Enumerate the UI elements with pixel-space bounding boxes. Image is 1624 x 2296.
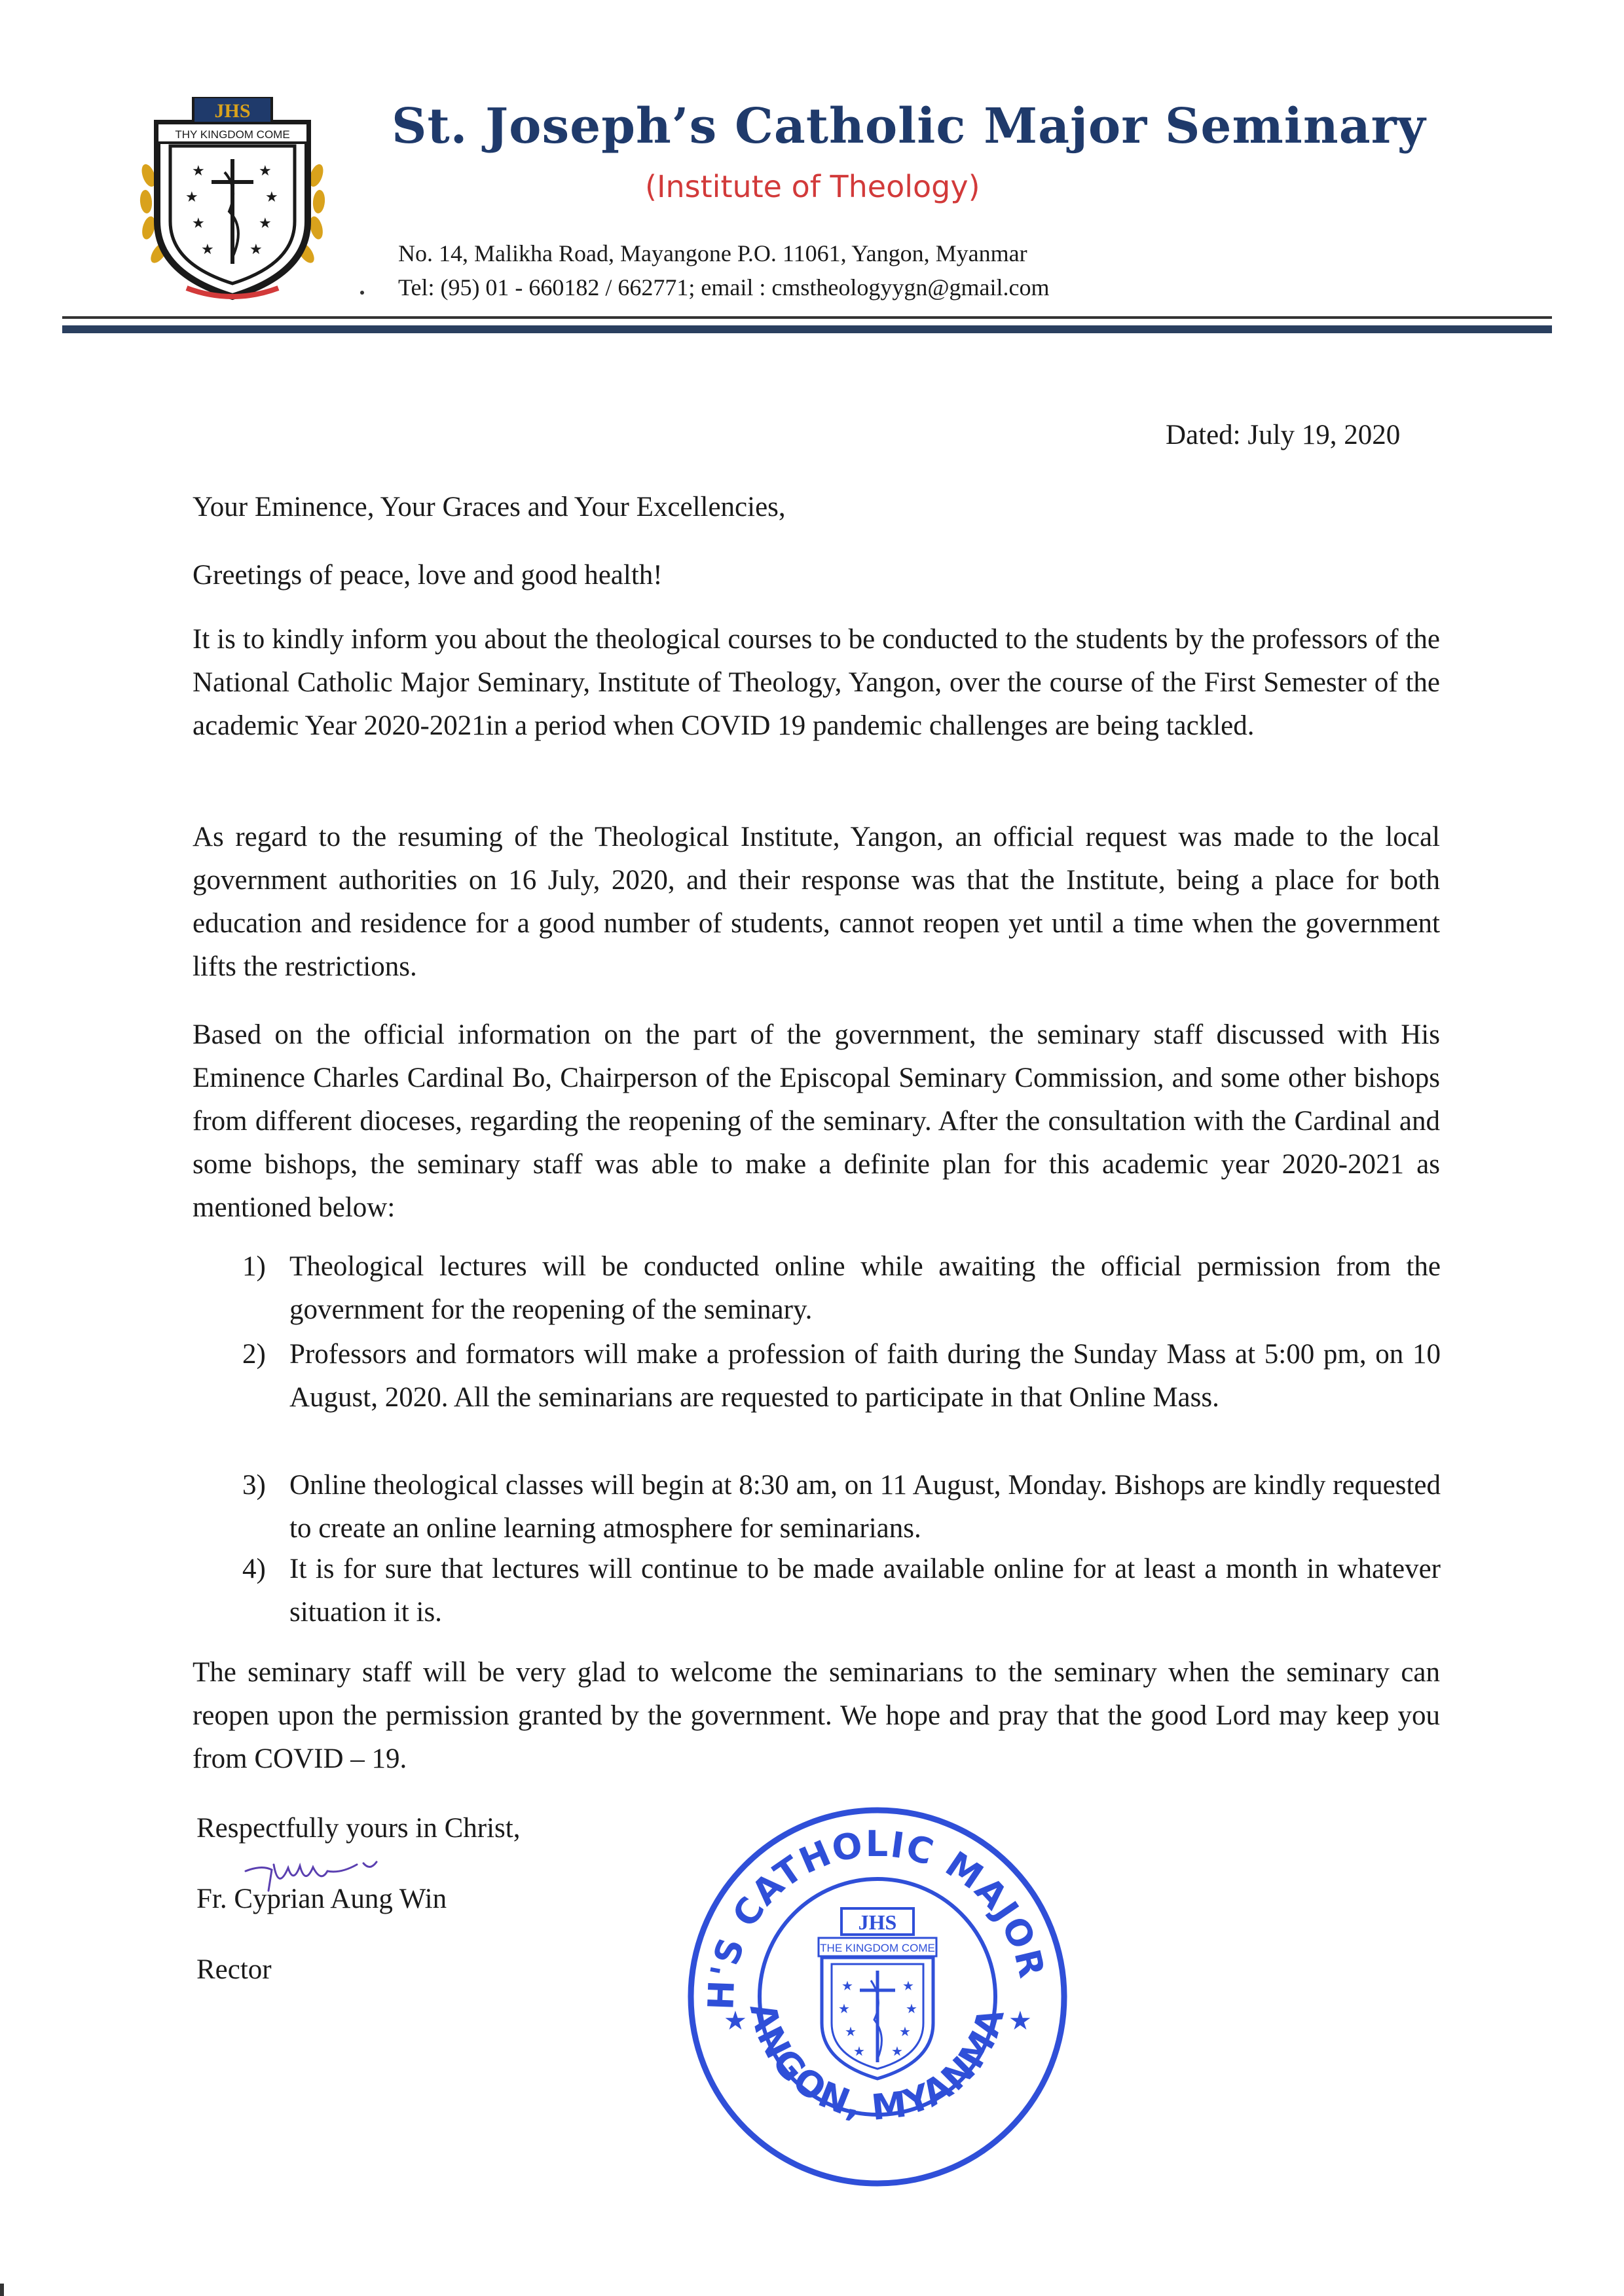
header-rule-thick (62, 325, 1552, 333)
page-edge-mark (0, 2284, 4, 2296)
letter-date: Dated: July 19, 2020 (1166, 420, 1401, 450)
closing-line: Respectfully yours in Christ, (196, 1813, 521, 1844)
svg-text:★: ★ (906, 2001, 917, 2016)
seminary-crest-logo (134, 97, 331, 303)
list-item-text: Professors and formators will make a profession of faith during the Sunday Mass at 5:00 pm, on 10 August, 2020. All the seminarians are requested to participate in that Online Mass. (289, 1339, 1441, 1413)
list-item-text: Theological lectures will be conducted online while awaiting the official permission from the government for the reopening of the seminary. (289, 1251, 1441, 1325)
paragraph-intro: It is to kindly inform you about the theological courses to be conducted to the students by the professors of the National Catholic Major Seminary, Institute of Theology, Yangon, over the course of the First Semester of the academic Year 2020-2021in a period when COVID 19 pandemic challenges are being tackled. (193, 624, 1440, 741)
seminary-subtitle: (Institute of Theology) (645, 169, 980, 204)
list-item (242, 1245, 1441, 1337)
svg-text:★: ★ (841, 1978, 853, 1994)
list-item-text: It is for sure that lectures will continue to be made available online for at least a month in whatever situation it is. (289, 1554, 1441, 1628)
list-item (242, 1464, 1441, 1556)
salutation: Your Eminence, Your Graces and Your Excellencies, (193, 492, 786, 522)
svg-text:★: ★ (259, 163, 272, 179)
stamp-jhs-label: JHS (858, 1910, 897, 1934)
header-rule-thin (62, 316, 1552, 319)
signer-title: Rector (196, 1954, 272, 1985)
signer-name: Fr. Cyprian Aung Win (196, 1884, 447, 1914)
svg-text:★: ★ (853, 2043, 865, 2059)
svg-text:★: ★ (899, 2024, 911, 2039)
list-item (242, 1548, 1441, 1639)
svg-text:★: ★ (845, 2024, 857, 2039)
address-line: No. 14, Malikha Road, Mayangone P.O. 11061, Yangon, Myanmar (398, 240, 1027, 266)
stamp-bottom-text: ANGON, MYANMA (741, 1999, 1013, 2128)
paragraph-government-request: As regard to the resuming of the Theological Institute, Yangon, an official request was made to the local government authorities on 16 July, 2020, and their response was that the Institute, being a place for both education and residence for a good number of students, cannot reopen yet until a time when the government lifts the restrictions. (193, 822, 1440, 982)
list-item-number: 3) (242, 1470, 266, 1501)
svg-text:★: ★ (185, 189, 198, 206)
svg-text:★: ★ (838, 2001, 850, 2016)
svg-text:★: ★ (265, 189, 278, 206)
svg-text:★: ★ (724, 2006, 747, 2036)
official-seal-stamp (684, 1804, 1071, 2190)
svg-text:★: ★ (259, 215, 272, 232)
svg-text:★: ★ (201, 242, 214, 258)
paragraph-closing: The seminary staff will be very glad to welcome the seminarians to the seminary when the seminary can reopen upon the permission granted by the government. We hope and pray that the good Lord may keep you from COVID – 19. (193, 1657, 1440, 1774)
paragraph-plan: Based on the official information on the part of the government, the seminary staff discussed with His Eminence Charles Cardinal Bo, Chairperson of the Episcopal Seminary Commission, and some other bishops from different dioceses, regarding the reopening of the seminary. After the consultation with the Cardinal and some bishops, the seminary staff was able to make a definite plan for this academic year 2020-2021 as mentioned below: (193, 1019, 1440, 1223)
svg-text:★: ★ (891, 2043, 903, 2059)
list-item-number: 4) (242, 1554, 266, 1584)
svg-text:★: ★ (249, 242, 263, 258)
seminary-name: St. Joseph’s Catholic Major Seminary (392, 98, 1426, 155)
contact-line: Tel: (95) 01 - 660182 / 662771; email : cmstheologyygn@gmail.com (398, 274, 1050, 301)
list-item-number: 1) (242, 1251, 266, 1282)
list-item (242, 1333, 1441, 1470)
stamp-banner-label: THE KINGDOM COME (820, 1942, 935, 1954)
crest-jhs-label: JHS (214, 100, 251, 122)
crest-banner-label: THY KINGDOM COME (175, 128, 290, 141)
svg-text:★: ★ (902, 1978, 914, 1994)
svg-text:★: ★ (192, 163, 205, 179)
bullet-dot (360, 291, 364, 295)
svg-text:★: ★ (192, 215, 205, 232)
svg-text:★: ★ (1008, 2006, 1032, 2036)
list-item-text: Online theological classes will begin at 8:30 am, on 11 August, Monday. Bishops are kindly requested to create an online learning atmosphere for seminarians. (289, 1470, 1441, 1544)
greeting: Greetings of peace, love and good health! (193, 560, 663, 591)
stamp-ring-text: H'S CATHOLIC MAJOR (700, 1823, 1053, 2011)
list-item-number: 2) (242, 1339, 266, 1370)
